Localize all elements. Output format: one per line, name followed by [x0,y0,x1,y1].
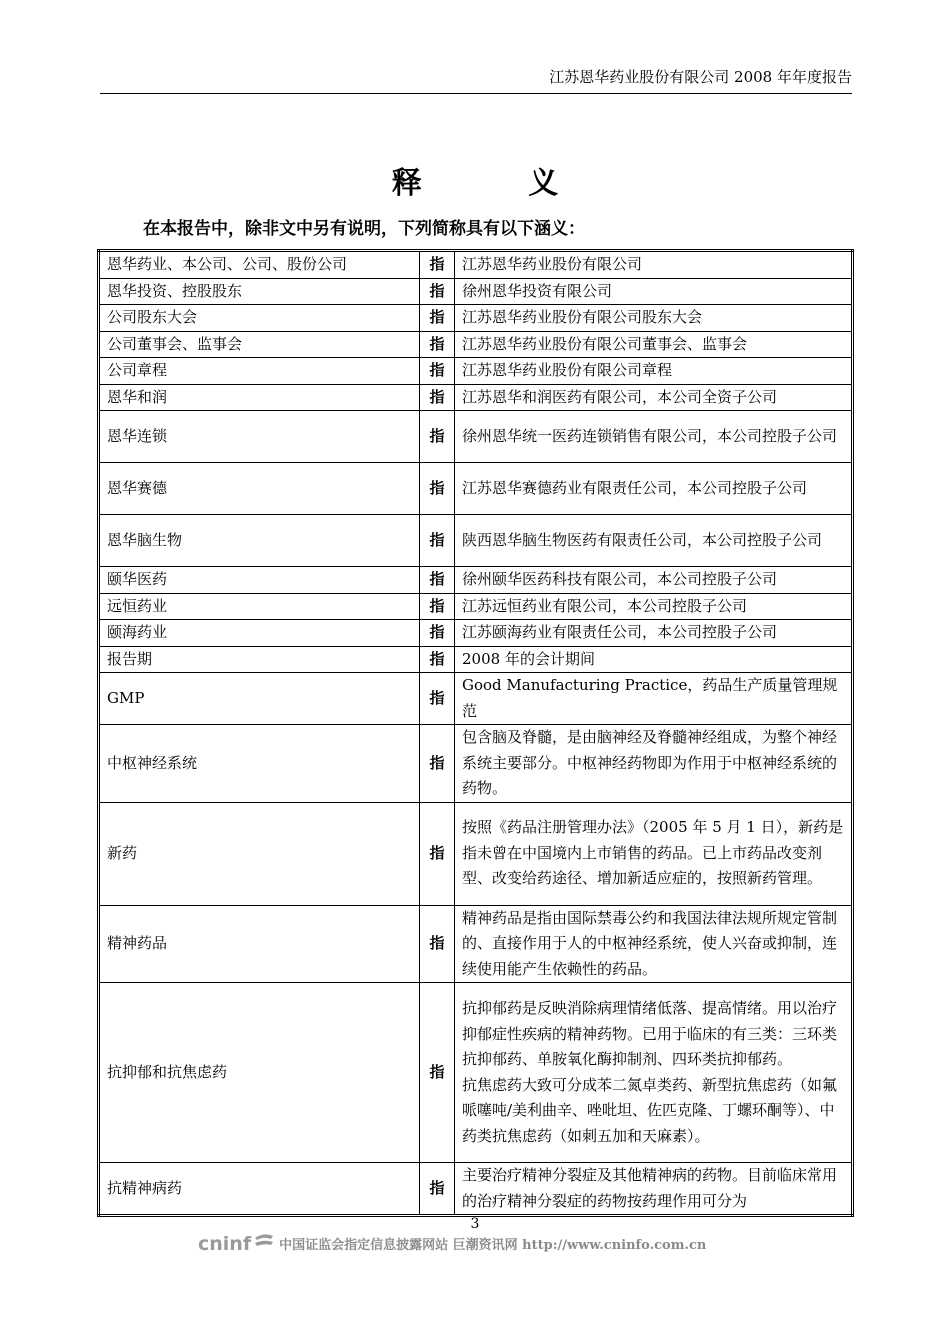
term-cell: GMP [99,673,420,725]
definition-cell: 江苏恩华赛德药业有限责任公司，本公司控股子公司 [455,463,853,515]
term-cell: 恩华和润 [99,384,420,411]
table-row [99,620,853,647]
refers-to-cell: 指 [420,331,455,358]
term-cell: 公司章程 [99,358,420,385]
definition-cell: 按照《药品注册管理办法》（2005 年 5 月 1 日），新药是指未曾在中国境内上市销售的药品。已上市药品改变剂型、改变给药途径、增加新适应症的，按照新药管理。 [455,802,853,905]
definition-cell: 包含脑及脊髓，是由脑神经及脊髓神经组成，为整个神经系统主要部分。中枢神经药物即为作用于中枢神经系统的药物。 [455,725,853,803]
table-row [99,331,853,358]
refers-to-cell: 指 [420,278,455,305]
definition-cell: 徐州恩华投资有限公司 [455,278,853,305]
refers-to-cell: 指 [420,411,455,463]
table-row [99,278,853,305]
refers-to-cell: 指 [420,515,455,567]
table-row [99,515,853,567]
definition-cell: 江苏远恒药业有限公司，本公司控股子公司 [455,593,853,620]
term-cell: 颐海药业 [99,620,420,647]
refers-to-cell: 指 [420,593,455,620]
definition-paragraph: 抗焦虑药大致可分成苯二氮卓类药、新型抗焦虑药（如氟哌噻吨/美利曲辛、唑吡坦、佐匹克隆、丁螺环酮等）、中药类抗焦虑药（如刺五加和天麻素）。 [462,1075,838,1145]
definition-paragraph: 抗抑郁药是反映消除病理情绪低落、提高情绪。用以治疗抑郁症性疾病的精神药物。已用于临床的有三类：三环类抗抑郁药、单胺氧化酶抑制剂、四环类抗抑郁药。 [462,999,838,1068]
refers-to-cell: 指 [420,725,455,803]
term-cell: 恩华连锁 [99,411,420,463]
definition-cell: 江苏恩华药业股份有限公司章程 [455,358,853,385]
term-cell: 公司股东大会 [99,305,420,332]
term-cell: 公司董事会、监事会 [99,331,420,358]
definition-cell: 精神药品是指由国际禁毒公约和我国法律法规所规定管制的、直接作用于人的中枢神经系统，使人兴奋或抑制，连续使用能产生依赖性的药品。 [455,905,853,983]
refers-to-cell: 指 [420,251,455,279]
definitions-table [97,249,854,1217]
table-row [99,463,853,515]
refers-to-cell: 指 [420,358,455,385]
table-row [99,251,853,279]
footer-text: 中国证监会指定信息披露网站 巨潮资讯网 http://www.cninfo.com.cn [279,1237,707,1253]
refers-to-cell: 指 [420,620,455,647]
term-cell: 恩华药业、本公司、公司、股份公司 [99,251,420,279]
cninf-logo-icon [253,1232,275,1250]
definition-cell: 徐州恩华统一医药连锁销售有限公司，本公司控股子公司 [455,411,853,463]
definition-cell: 陕西恩华脑生物医药有限责任公司，本公司控股子公司 [455,515,853,567]
refers-to-cell: 指 [420,1163,455,1216]
term-cell: 新药 [99,802,420,905]
refers-to-cell: 指 [420,567,455,594]
definition-cell: 江苏颐海药业有限责任公司，本公司控股子公司 [455,620,853,647]
term-cell: 报告期 [99,646,420,673]
table-row [99,411,853,463]
table-row [99,725,853,803]
definition-cell: 江苏恩华和润医药有限公司，本公司全资子公司 [455,384,853,411]
table-row [99,1163,853,1216]
term-cell: 中枢神经系统 [99,725,420,803]
definition-cell: 徐州颐华医药科技有限公司，本公司控股子公司 [455,567,853,594]
header-title: 江苏恩华药业股份有限公司 2008 年年度报告 [549,68,852,86]
logo-text: cninf [198,1232,252,1255]
intro-text: 在本报告中，除非文中另有说明，下列简称具有以下涵义： [143,219,585,239]
page-number: 3 [470,1216,480,1232]
refers-to-cell: 指 [420,384,455,411]
definition-cell [455,983,853,1163]
table-row [99,384,853,411]
definition-cell: 江苏恩华药业股份有限公司董事会、监事会 [455,331,853,358]
table-row [99,358,853,385]
definition-cell: 2008 年的会计期间 [455,646,853,673]
definition-cell: 主要治疗精神分裂症及其他精神病的药物。目前临床常用的治疗精神分裂症的药物按药理作用可分为 [455,1163,853,1216]
table-row [99,673,853,725]
refers-to-cell: 指 [420,305,455,332]
footer [198,1228,706,1258]
term-cell: 抗抑郁和抗焦虑药 [99,983,420,1163]
definition-cell: 江苏恩华药业股份有限公司 [455,251,853,279]
refers-to-cell: 指 [420,463,455,515]
term-cell: 精神药品 [99,905,420,983]
term-cell: 抗精神病药 [99,1163,420,1216]
table-row [99,567,853,594]
refers-to-cell: 指 [420,905,455,983]
refers-to-cell: 指 [420,646,455,673]
refers-to-cell: 指 [420,673,455,725]
cninf-logo [198,1232,279,1255]
table-row [99,646,853,673]
page-title: 释 义 [391,166,607,201]
term-cell: 恩华赛德 [99,463,420,515]
term-cell: 恩华脑生物 [99,515,420,567]
report-header [100,66,852,94]
term-cell: 恩华投资、控股股东 [99,278,420,305]
refers-to-cell: 指 [420,983,455,1163]
definition-cell: Good Manufacturing Practice，药品生产质量管理规范 [455,673,853,725]
refers-to-cell: 指 [420,802,455,905]
table-row [99,305,853,332]
table-row [99,983,853,1163]
definition-cell: 江苏恩华药业股份有限公司股东大会 [455,305,853,332]
term-cell: 颐华医药 [99,567,420,594]
table-row [99,593,853,620]
term-cell: 远恒药业 [99,593,420,620]
table-row [99,802,853,905]
table-row [99,905,853,983]
